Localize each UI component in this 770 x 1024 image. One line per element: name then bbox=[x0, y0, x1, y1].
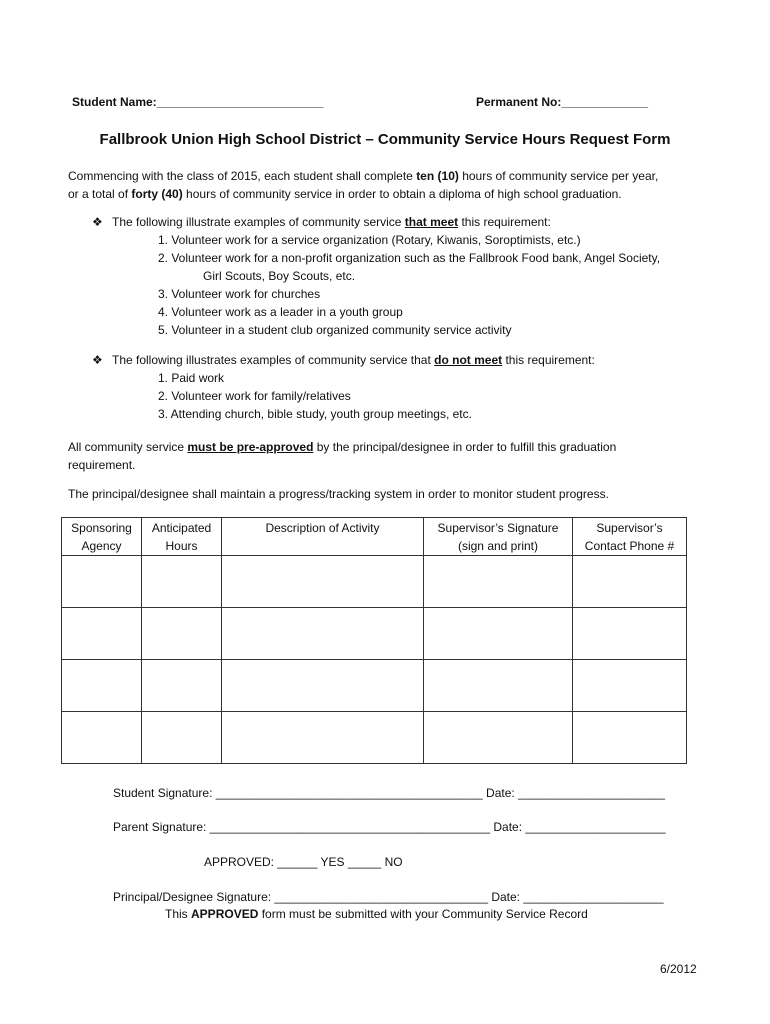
header-sponsoring-agency: Sponsoring Agency bbox=[62, 518, 142, 556]
table-cell[interactable] bbox=[573, 712, 687, 764]
revision-date: 6/2012 bbox=[660, 962, 697, 976]
header-supervisor-phone: Supervisor’s Contact Phone # bbox=[573, 518, 687, 556]
header-anticipated-hours: Anticipated Hours bbox=[142, 518, 222, 556]
preapproval-line-2: requirement. bbox=[68, 458, 136, 472]
table-row bbox=[62, 608, 687, 660]
table-cell[interactable] bbox=[62, 712, 142, 764]
student-signature-field[interactable]: Student Signature: ________________________________________ Date: ______________________ bbox=[113, 786, 665, 800]
principal-signature-field[interactable]: Principal/Designee Signature: ________________________________ Date: _____________________ bbox=[113, 890, 664, 904]
table-cell[interactable] bbox=[142, 712, 222, 764]
table-header-row bbox=[62, 518, 687, 556]
list-item: 5. Volunteer in a student club organized community service activity bbox=[158, 323, 512, 337]
table-cell[interactable] bbox=[142, 608, 222, 660]
table-cell[interactable] bbox=[573, 608, 687, 660]
table-cell[interactable] bbox=[62, 556, 142, 608]
list-item: 4. Volunteer work as a leader in a youth group bbox=[158, 305, 403, 319]
table-cell[interactable] bbox=[573, 660, 687, 712]
table-cell[interactable] bbox=[424, 712, 573, 764]
page-title: Fallbrook Union High School District – Community Service Hours Request Form bbox=[99, 131, 671, 148]
list-item: 1. Paid work bbox=[158, 371, 225, 385]
table-cell[interactable] bbox=[573, 556, 687, 608]
list-item: 1. Volunteer work for a service organization (Rotary, Kiwanis, Soroptimists, etc.) bbox=[158, 233, 581, 247]
list-item: 3. Attending church, bible study, youth group meetings, etc. bbox=[158, 407, 472, 421]
table-cell[interactable] bbox=[142, 660, 222, 712]
header-supervisor-signature: Supervisor’s Signature (sign and print) bbox=[424, 518, 573, 556]
permanent-no-field[interactable]: Permanent No:_____________ bbox=[476, 95, 649, 109]
tracking-statement: The principal/designee shall maintain a progress/tracking system in order to monitor student progress. bbox=[68, 487, 609, 501]
table-row bbox=[62, 556, 687, 608]
list-item-continuation: Girl Scouts, Boy Scouts, etc. bbox=[203, 269, 356, 283]
table-row bbox=[62, 660, 687, 712]
table-cell[interactable] bbox=[142, 556, 222, 608]
table-row bbox=[62, 712, 687, 764]
diamond-bullet-icon: ❖ bbox=[92, 353, 103, 367]
preapproval-line-1: All community service must be pre-approved by the principal/designee in order to fulfill this graduation bbox=[68, 440, 617, 454]
header-description: Description of Activity bbox=[222, 518, 424, 556]
parent-signature-field[interactable]: Parent Signature: __________________________________________ Date: _____________________ bbox=[113, 820, 666, 834]
table-cell[interactable] bbox=[424, 660, 573, 712]
submission-note: This APPROVED form must be submitted with your Community Service Record bbox=[165, 907, 588, 921]
table-cell[interactable] bbox=[222, 712, 424, 764]
diamond-bullet-icon: ❖ bbox=[92, 215, 103, 229]
intro-line-1: Commencing with the class of 2015, each student shall complete ten (10) hours of community service per year, bbox=[68, 169, 659, 183]
list-item: 3. Volunteer work for churches bbox=[158, 287, 321, 301]
table-cell[interactable] bbox=[222, 556, 424, 608]
activity-table bbox=[61, 517, 687, 764]
table-cell[interactable] bbox=[222, 660, 424, 712]
table-cell[interactable] bbox=[62, 608, 142, 660]
meets-requirement-lead: ❖ The following illustrate examples of community service that meet this requirement: bbox=[92, 215, 551, 229]
table-cell[interactable] bbox=[62, 660, 142, 712]
intro-line-2: or a total of forty (40) hours of community service in order to obtain a diploma of high school graduation. bbox=[68, 187, 622, 201]
list-item: 2. Volunteer work for family/relatives bbox=[158, 389, 351, 403]
list-item: 2. Volunteer work for a non-profit organization such as the Fallbrook Food bank, Angel Society, bbox=[158, 251, 661, 265]
table-cell[interactable] bbox=[424, 556, 573, 608]
table-cell[interactable] bbox=[424, 608, 573, 660]
not-meet-requirement-lead: ❖ The following illustrates examples of community service that do not meet this requirement: bbox=[92, 353, 595, 367]
student-name-field[interactable]: Student Name:_________________________ bbox=[72, 95, 324, 109]
table-cell[interactable] bbox=[222, 608, 424, 660]
approved-field[interactable]: APPROVED: ______ YES _____ NO bbox=[204, 855, 403, 869]
